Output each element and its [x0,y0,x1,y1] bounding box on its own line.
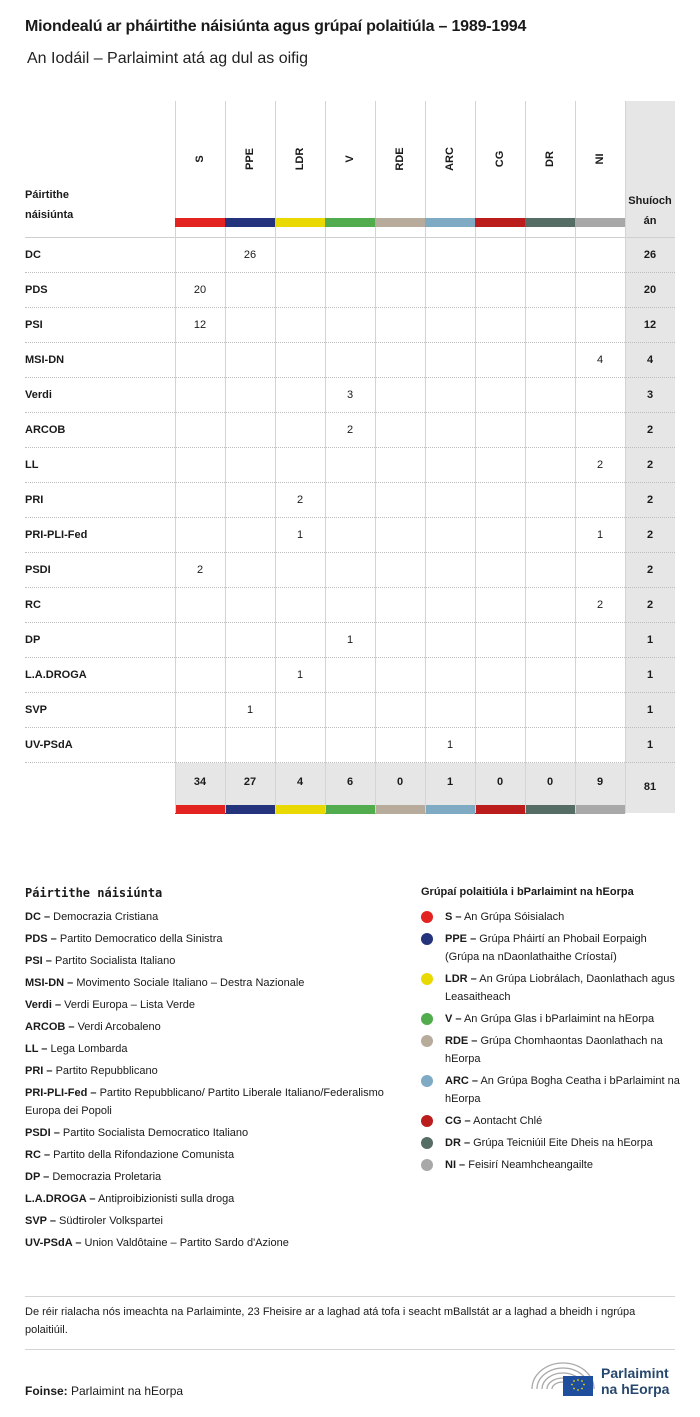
group-header-s [175,101,225,227]
footnote: De réir rialacha nós imeachta na Parlaiminte, 23 Fheisire ar a laghad atá tofa i seacht mBallstát ar a laghad a bheidh i ngrúpa polaitiúil. [25,1306,636,1336]
party-code: PRI – [25,1065,53,1077]
seat-cell: 2 [596,459,604,471]
group-full-name: Feisirí Neamhcheangailte [465,1159,593,1171]
row-total: 20 [643,284,657,296]
group-header-ni [575,101,625,227]
group-code: NI – [445,1159,466,1171]
group-color-bar [375,218,425,227]
seat-cell: 4 [596,354,604,366]
party-full-name: Antiproibizionisti sulla droga [95,1193,235,1205]
seat-cell: 20 [193,284,207,296]
group-code: S – [445,911,462,923]
party-name: PSDI [25,564,51,576]
seat-cell: 1 [296,529,304,541]
group-color-bar [225,218,275,227]
party-legend-item [25,930,405,948]
seat-cell: 1 [446,739,454,751]
group-legend-item [421,970,681,1006]
group-color-dot-icon [421,973,433,985]
party-legend-item [25,1234,405,1252]
row-total: 26 [643,249,657,261]
group-header-label: LDR [294,147,306,171]
party-legend-item [25,1168,405,1186]
row-total: 2 [646,564,654,576]
party-full-name: Südtiroler Volkspartei [56,1215,163,1227]
party-legend-item [25,1124,405,1142]
row-total: 2 [646,529,654,541]
group-header-label: RDE [394,147,406,171]
party-header-line: Páirtithe [25,189,70,201]
party-legend-item [25,1040,405,1058]
party-name: PDS [25,284,48,296]
table-row [25,657,675,692]
group-color-bar [475,805,525,814]
total-column-header [625,191,675,231]
party-code: PSI – [25,955,52,967]
grand-total: 81 [643,781,657,793]
table-row [25,692,675,727]
group-color-dot-icon [421,1115,433,1127]
party-full-name: Democrazia Cristiana [50,911,159,923]
group-header-cg [475,101,525,227]
party-code: PSDI – [25,1127,60,1139]
party-full-name: Democrazia Proletaria [49,1171,162,1183]
seat-cell: 3 [346,389,354,401]
divider [25,1296,675,1297]
row-total: 1 [646,739,654,751]
seat-cell: 1 [296,669,304,681]
party-legend-item [25,974,405,992]
group-color-bar [225,805,275,814]
total-header-line: Shuíoch [628,195,672,207]
source-line [25,1384,183,1398]
group-header-label: PPE [244,147,256,171]
page-title: Miondealú ar pháirtithe náisiúnta agus grúpaí polaitiúla – 1989-1994 [25,18,527,35]
group-color-bar [275,218,325,227]
group-color-dot-icon [421,1137,433,1149]
party-full-name: Partito Repubblicano [52,1065,158,1077]
group-color-bar [475,218,525,227]
party-code: L.A.DROGA – [25,1193,96,1205]
table-body [25,237,675,762]
total-header-line: án [643,215,657,227]
seat-cell: 2 [596,599,604,611]
group-legend-item [421,930,681,966]
group-header-arc [425,101,475,227]
table-row [25,482,675,517]
row-total: 4 [646,354,654,366]
group-legend-item [421,1112,681,1130]
seat-cell: 1 [596,529,604,541]
hemicycle-logo-icon [530,1359,596,1397]
parliament-logo [530,1358,680,1398]
party-name: MSI-DN [25,354,65,366]
group-code: DR – [445,1137,471,1149]
table-row [25,237,675,272]
table-row [25,272,675,307]
party-code: MSI-DN – [25,977,74,989]
group-color-bar [325,218,375,227]
group-color-bar [425,218,475,227]
group-color-bar [325,805,375,814]
group-header-dr [525,101,575,227]
group-header-label: V [344,155,356,163]
group-full-name: An Grúpa Sóisialach [461,911,565,923]
table-row [25,727,675,762]
table-row [25,307,675,342]
party-legend-item [25,996,405,1014]
group-header-label: CG [494,150,506,168]
group-color-bar [575,805,625,814]
row-total: 2 [646,599,654,611]
party-code: SVP – [25,1215,56,1227]
group-header-ppe [225,101,275,227]
party-name: PRI-PLI-Fed [25,529,88,541]
party-full-name: Verdi Europa – Lista Verde [61,999,196,1011]
seat-cell: 2 [296,494,304,506]
table-row [25,552,675,587]
group-full-name: Grúpa Pháirtí an Phobail Eorpaigh (Grúpa na nDaonlathaithe Críostaí) [445,933,647,963]
row-total: 1 [646,669,654,681]
group-header-label: NI [594,153,606,165]
row-total: 2 [646,494,654,506]
seat-cell: 12 [193,319,207,331]
party-full-name: Union Valdôtaine – Partito Sardo d'Azione [81,1237,289,1249]
group-full-name: An Grúpa Liobrálach, Daonlathach agus Leasaitheach [445,973,675,1003]
party-header-line: náisiúnta [25,209,74,221]
group-color-bar [375,805,425,814]
party-code: Verdi – [25,999,62,1011]
party-full-name: Partito Democratico della Sinistra [56,933,223,945]
table-row [25,412,675,447]
group-full-name: An Grúpa Glas i bParlaimint na hEorpa [461,1013,655,1025]
party-full-name: Lega Lombarda [47,1043,128,1055]
party-code: LL – [25,1043,48,1055]
group-full-name: Grúpa Teicniúil Eite Dheis na hEorpa [470,1137,653,1149]
party-name: LL [25,459,39,471]
group-full-name: Grúpa Chomhaontas Daonlathach na hEorpa [445,1035,663,1065]
row-total: 12 [643,319,657,331]
party-legend [25,886,405,1256]
party-code: DP – [25,1171,50,1183]
party-legend-item [25,952,405,970]
party-legend-item [25,1212,405,1230]
table-row [25,622,675,657]
group-code: LDR – [445,973,477,985]
totals-row [25,762,675,813]
party-legend-item [25,1084,405,1120]
party-name: PSI [25,319,43,331]
group-legend-item [421,1134,681,1152]
group-total: 0 [525,763,575,805]
party-name: DC [25,249,41,261]
party-name: Verdi [25,389,52,401]
divider [25,1349,675,1350]
group-color-dot-icon [421,933,433,945]
group-full-name: Aontacht Chlé [470,1115,543,1127]
party-name: RC [25,599,41,611]
party-code: PDS – [25,933,57,945]
group-legend-item [421,1156,681,1174]
group-total: 9 [575,763,625,805]
party-full-name: Partito Repubblicano/ Partito Liberale Italiano/Federalismo Europa dei Popoli [25,1087,384,1117]
seat-cell: 2 [196,564,204,576]
group-color-dot-icon [421,1075,433,1087]
group-header-v [325,101,375,227]
group-total: 0 [375,763,425,805]
party-legend-item [25,1018,405,1036]
party-full-name: Verdi Arcobaleno [74,1021,161,1033]
table-row [25,447,675,482]
group-code: V – [445,1013,462,1025]
group-legend-heading: Grúpaí polaitiúla i bParlaimint na hEorpa [421,886,634,898]
row-total: 1 [646,704,654,716]
party-full-name: Movimento Sociale Italiano – Destra Nazionale [73,977,305,989]
party-full-name: Partito Socialista Democratico Italiano [59,1127,249,1139]
seat-cell: 26 [243,249,257,261]
table-row [25,377,675,412]
group-legend [421,886,681,1178]
party-code: ARCOB – [25,1021,75,1033]
group-legend-item [421,1010,681,1028]
group-total: 6 [325,763,375,805]
seat-cell: 1 [346,634,354,646]
source-value: Parlaimint na hEorpa [67,1384,184,1398]
row-total: 2 [646,459,654,471]
party-legend-heading: Páirtithe náisiúnta [25,886,163,900]
party-legend-item [25,1062,405,1080]
row-total: 1 [646,634,654,646]
party-name: SVP [25,704,48,716]
group-color-dot-icon [421,1035,433,1047]
row-total: 2 [646,424,654,436]
group-color-bar [575,218,625,227]
party-code: UV-PSdA – [25,1237,82,1249]
party-legend-item [25,1190,405,1208]
party-code: RC – [25,1149,51,1161]
table-row [25,517,675,552]
group-header-rde [375,101,425,227]
party-code: PRI-PLI-Fed – [25,1087,97,1099]
party-code: DC – [25,911,51,923]
logo-text-line1: Parlaimint [601,1365,669,1381]
party-column-header [25,185,165,225]
group-total: 4 [275,763,325,805]
group-total: 0 [475,763,525,805]
group-legend-item [421,1032,681,1068]
logo-text [601,1365,669,1397]
party-name: L.A.DROGA [25,669,87,681]
group-color-bar [525,218,575,227]
group-header-ldr [275,101,325,227]
column-divider [625,101,626,813]
group-legend-item [421,908,681,926]
group-full-name: An Grúpa Bogha Ceatha i bParlaimint na hEorpa [445,1075,680,1105]
group-color-dot-icon [421,1159,433,1171]
page-subtitle: An Iodáil – Parlaimint atá ag dul as oifig [27,50,309,67]
party-legend-item [25,908,405,926]
group-color-bar [425,805,475,814]
group-code: PPE – [445,933,477,945]
party-legend-item [25,1146,405,1164]
group-color-bar [175,805,225,814]
table-row [25,342,675,377]
group-color-bar [275,805,325,814]
group-header-label: ARC [444,147,456,171]
group-color-dot-icon [421,1013,433,1025]
group-code: CG – [445,1115,471,1127]
group-header-label: DR [544,151,556,167]
group-color-dot-icon [421,911,433,923]
group-total: 1 [425,763,475,805]
group-color-bar [175,218,225,227]
party-name: ARCOB [25,424,66,436]
source-label: Foinse: [25,1384,68,1398]
seat-cell: 2 [346,424,354,436]
group-legend-item [421,1072,681,1108]
row-total: 3 [646,389,654,401]
party-full-name: Partito della Rifondazione Comunista [50,1149,235,1161]
table-row [25,587,675,622]
party-full-name: Partito Socialista Italiano [51,955,176,967]
group-code: ARC – [445,1075,479,1087]
group-total: 27 [225,763,275,805]
group-header-label: S [194,155,206,163]
seat-cell: 1 [246,704,254,716]
party-name: PRI [25,494,44,506]
group-color-bar [525,805,575,814]
group-total: 34 [175,763,225,805]
party-name: UV-PSdA [25,739,73,751]
group-code: RDE – [445,1035,478,1047]
party-name: DP [25,634,41,646]
logo-text-line2: na hEorpa [601,1381,670,1397]
